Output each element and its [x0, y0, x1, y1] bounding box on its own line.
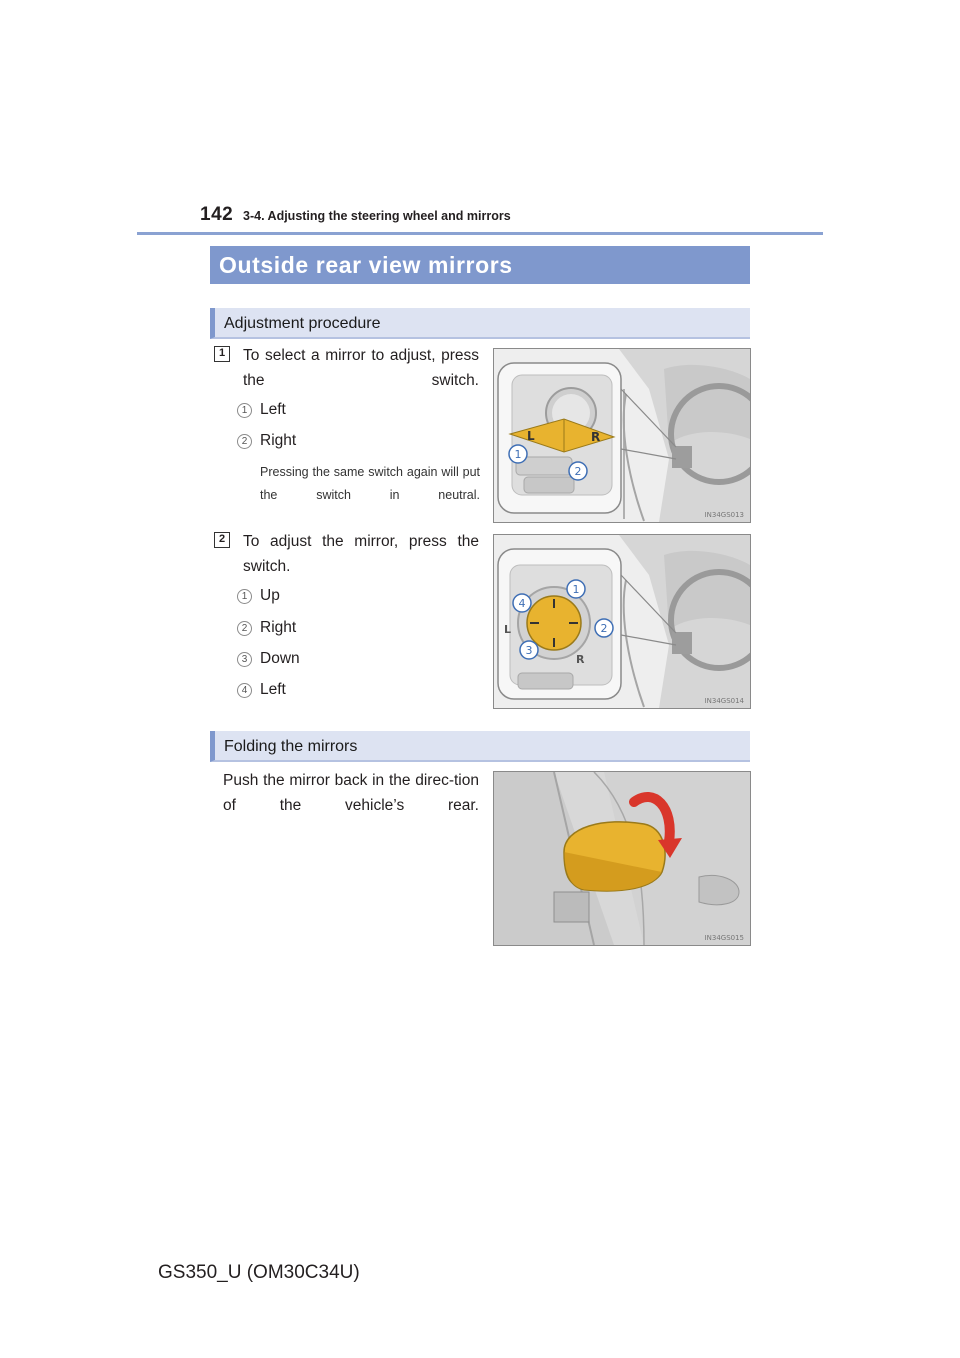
step-1-item-2-number: 2 — [237, 434, 252, 449]
step-1-text: To select a mirror to adjust, press the switch. — [243, 347, 479, 389]
subsection-adjustment-title: Adjustment procedure — [210, 308, 750, 339]
figure-code: IN34GS013 — [704, 511, 744, 519]
folding-text: Push the mirror back in the direc-tion of the vehicle’s rear. — [223, 772, 479, 814]
figure-mirror-select-switch — [493, 348, 751, 523]
model-footer: GS350_U (OM30C34U) — [158, 1262, 360, 1283]
step-2-item-2-number: 2 — [237, 621, 252, 636]
subsection-folding-title: Folding the mirrors — [210, 731, 750, 762]
figure-mirror-adjust-switch — [493, 534, 751, 709]
step-2-item-3-number: 3 — [237, 652, 252, 667]
step-1-item-1-label: Left — [260, 401, 286, 418]
callout-left: 4 — [518, 597, 526, 610]
figure-folding-mirror — [493, 771, 751, 946]
callout-right: 2 — [600, 622, 608, 635]
step-2-item-3-label: Down — [260, 650, 300, 667]
step-2-item-4-label: Left — [260, 681, 286, 698]
figure-code: IN34GS014 — [704, 697, 744, 705]
chapter-title: 3-4. Adjusting the steering wheel and mirrors — [243, 209, 511, 223]
page-number: 142 — [200, 204, 234, 225]
section-title: Outside rear view mirrors — [210, 246, 750, 284]
callout-up: 1 — [572, 583, 580, 596]
step-1-item-1-number: 1 — [237, 403, 252, 418]
mirror-adjust-illustration — [494, 535, 750, 708]
switch-letter-right: R — [576, 653, 585, 666]
callout-2: 2 — [574, 465, 582, 478]
step-1-item-2-label: Right — [260, 432, 297, 449]
step-2-item-1-number: 1 — [237, 589, 252, 604]
step-2-text: To adjust the mirror, press the switch. — [243, 533, 479, 575]
callout-down: 3 — [525, 644, 533, 657]
switch-letter-right: R — [591, 430, 601, 444]
step-2-item-2-label: Right — [260, 619, 297, 636]
mirror-fold-illustration — [494, 772, 750, 945]
step-2-item-1-label: Up — [260, 587, 280, 604]
figure-code: IN34GS015 — [704, 934, 744, 942]
header-rule — [137, 232, 823, 235]
switch-letter-left: L — [504, 623, 512, 636]
step-1-marker: 1 — [214, 346, 230, 362]
step-1-note: Pressing the same switch again will put the switch in neutral. — [260, 465, 480, 502]
switch-letter-left: L — [527, 429, 535, 443]
step-2-item-4-number: 4 — [237, 683, 252, 698]
step-2-marker: 2 — [214, 532, 230, 548]
mirror-select-illustration — [494, 349, 750, 522]
callout-1: 1 — [514, 448, 522, 461]
